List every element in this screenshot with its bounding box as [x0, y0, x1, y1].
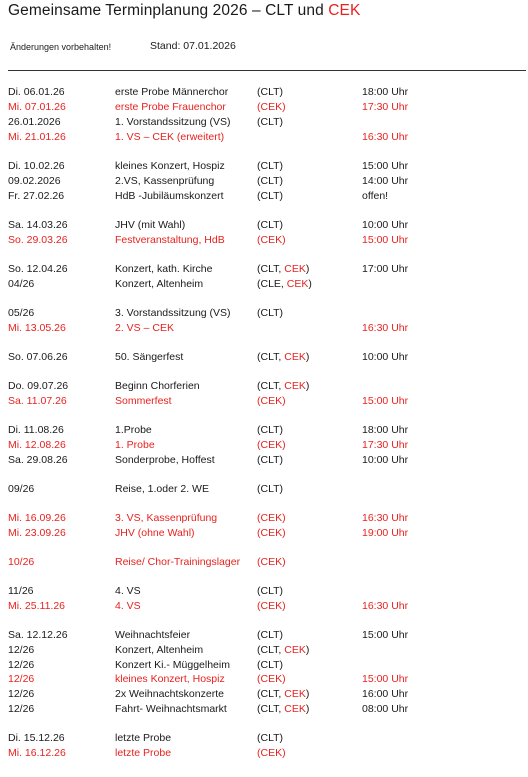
event-time: 10:00 Uhr: [362, 351, 409, 363]
event-title: 3. Vorstandssitzung (VS): [115, 307, 231, 319]
event-time: offen!: [362, 190, 389, 202]
event-time: 18:00 Uhr: [362, 424, 409, 436]
group-clt: (CLE,: [257, 278, 287, 290]
title-cek: CEK: [328, 2, 361, 19]
event-date: 05/26: [8, 307, 35, 319]
event-title: Reise, 1.oder 2. WE: [115, 483, 209, 495]
event-row: [0, 115, 528, 129]
event-title: 4. VS: [115, 585, 141, 597]
event-time: 15:00 Uhr: [362, 673, 409, 685]
event-row: [0, 731, 528, 745]
event-row: [0, 482, 528, 496]
event-row: [0, 687, 528, 701]
event-time: 17:30 Uhr: [362, 101, 409, 113]
event-date: Mi. 16.12.26: [8, 747, 66, 759]
event-date: 12/26: [8, 703, 35, 715]
event-date: 12/26: [8, 688, 35, 700]
event-row: [0, 350, 528, 364]
event-title: Festveranstaltung, HdB: [115, 234, 225, 246]
event-row: [0, 453, 528, 467]
event-group: (CEK): [257, 673, 286, 685]
event-date: Mi. 12.08.26: [8, 439, 66, 451]
group-clt: (CLT,: [257, 644, 285, 656]
event-title: letzte Probe: [115, 732, 172, 744]
event-title: Fahrt- Weihnachtsmarkt: [115, 703, 227, 715]
event-date: Mi. 21.01.26: [8, 131, 66, 143]
event-group: (CEK): [257, 747, 286, 759]
event-row: [0, 599, 528, 613]
event-title: 4. VS: [115, 600, 141, 612]
event-group: (CLT): [257, 629, 284, 641]
event-group: (CLT): [257, 659, 284, 671]
event-date: Mi. 07.01.26: [8, 101, 66, 113]
event-row: [0, 306, 528, 320]
event-date: So. 07.06.26: [8, 351, 68, 363]
event-title: Weihnachtsfeier: [115, 629, 191, 641]
event-title: kleines Konzert, Hospiz: [115, 160, 225, 172]
event-group: (CLT): [257, 116, 284, 128]
event-row: [0, 321, 528, 335]
event-time: 16:30 Uhr: [362, 600, 409, 612]
event-date: 12/26: [8, 659, 35, 671]
group-close: ): [305, 688, 310, 700]
event-group: (CEK): [257, 556, 286, 568]
group-cek: CEK: [284, 644, 306, 656]
event-group: [257, 702, 309, 716]
group-cek: CEK: [284, 703, 306, 715]
group-close: ): [305, 380, 310, 392]
group-cek: CEK: [284, 351, 306, 363]
event-row: [0, 438, 528, 452]
event-row: [0, 85, 528, 99]
event-date: Mi. 25.11.26: [8, 600, 66, 612]
group-clt: (CLT,: [257, 380, 285, 392]
event-title: HdB -Jubiläumskonzert: [115, 190, 224, 202]
event-date: Di. 15.12.26: [8, 732, 65, 744]
event-title: Sommerfest: [115, 395, 172, 407]
event-time: 15:00 Uhr: [362, 629, 409, 641]
event-row: [0, 100, 528, 114]
event-time: 16:00 Uhr: [362, 688, 409, 700]
event-time: 19:00 Uhr: [362, 527, 409, 539]
event-time: 17:00 Uhr: [362, 263, 409, 275]
event-row: [0, 628, 528, 642]
event-title: 1. Vorstandssitzung (VS): [115, 116, 231, 128]
group-cek: CEK: [284, 688, 306, 700]
event-title: Konzert, Altenheim: [115, 644, 204, 656]
group-clt: (CLT,: [257, 351, 285, 363]
group-clt: (CLT,: [257, 703, 285, 715]
event-row: [0, 277, 528, 291]
event-title: erste Probe Männerchor: [115, 86, 229, 98]
title-main: Gemeinsame Terminplanung 2026 – CLT und: [8, 2, 329, 19]
event-row: [0, 672, 528, 686]
event-row: [0, 746, 528, 760]
event-title: erste Probe Frauenchor: [115, 101, 226, 113]
event-time: 18:00 Uhr: [362, 86, 409, 98]
event-group: (CLT): [257, 483, 284, 495]
event-row: [0, 423, 528, 437]
stand-date: Stand: 07.01.2026: [150, 40, 236, 52]
event-row: [0, 218, 528, 232]
event-title: Konzert, Altenheim: [115, 278, 204, 290]
event-date: So. 29.03.26: [8, 234, 68, 246]
group-cek: CEK: [284, 263, 306, 275]
event-row: [0, 189, 528, 203]
event-time: 08:00 Uhr: [362, 703, 409, 715]
event-group: [257, 687, 309, 701]
event-title: JHV (ohne Wahl): [115, 527, 195, 539]
event-row: [0, 394, 528, 408]
event-title: 1.Probe: [115, 424, 152, 436]
event-row: [0, 526, 528, 540]
event-time: 10:00 Uhr: [362, 454, 409, 466]
event-row: [0, 159, 528, 173]
event-group: (CEK): [257, 395, 286, 407]
event-date: 12/26: [8, 673, 35, 685]
event-title: letzte Probe: [115, 747, 172, 759]
event-title: kleines Konzert, Hospiz: [115, 673, 225, 685]
event-time: 16:30 Uhr: [362, 512, 409, 524]
group-close: ): [308, 278, 312, 290]
event-date: Di. 06.01.26: [8, 86, 65, 98]
event-group: (CEK): [257, 234, 286, 246]
event-title: 2x Weihnachtskonzerte: [115, 688, 224, 700]
event-row: [0, 174, 528, 188]
event-title: JHV (mit Wahl): [115, 219, 186, 231]
event-row: [0, 702, 528, 716]
event-date: Sa. 12.12.26: [8, 629, 68, 641]
event-row: [0, 379, 528, 393]
event-date: Do. 09.07.26: [8, 380, 69, 392]
event-row: [0, 658, 528, 672]
event-date: Mi. 23.09.26: [8, 527, 66, 539]
event-title: 3. VS, Kassenprüfung: [115, 512, 218, 524]
event-title: Konzert, kath. Kirche: [115, 263, 213, 275]
event-group: (CLT): [257, 160, 284, 172]
event-date: Di. 10.02.26: [8, 160, 65, 172]
group-cek: CEK: [286, 278, 309, 290]
event-group: (CLT): [257, 585, 284, 597]
event-row: [0, 511, 528, 525]
event-group: (CLT): [257, 307, 284, 319]
event-title: Reise/ Chor-Trainingslager: [115, 556, 241, 568]
event-date: Di. 11.08.26: [8, 424, 64, 436]
event-group: (CLT): [257, 190, 284, 202]
event-title: Sonderprobe, Hoffest: [115, 454, 215, 466]
event-row: [0, 262, 528, 276]
event-group: (CEK): [257, 527, 286, 539]
event-time: 15:00 Uhr: [362, 160, 409, 172]
event-group: (CLT): [257, 175, 284, 187]
event-group: (CLT): [257, 424, 284, 436]
disclaimer-note: Änderungen vorbehalten!: [10, 42, 112, 52]
group-cek: CEK: [284, 380, 306, 392]
event-group: (CEK): [257, 600, 286, 612]
event-group: [257, 379, 309, 393]
event-group: [257, 262, 309, 276]
event-title: 1. VS – CEK (erweitert): [115, 131, 225, 143]
event-title: 2.VS, Kassenprüfung: [115, 175, 215, 187]
group-close: ): [305, 263, 310, 275]
event-date: Sa. 14.03.26: [8, 219, 68, 231]
event-date: 11/26: [8, 585, 34, 597]
event-time: 16:30 Uhr: [362, 131, 409, 143]
event-time: 14:00 Uhr: [362, 175, 409, 187]
event-title: Konzert Ki.- Müggelheim: [115, 659, 230, 671]
event-row: [0, 233, 528, 247]
event-group: (CLT): [257, 86, 284, 98]
event-date: Fr. 27.02.26: [8, 190, 65, 202]
event-group: (CEK): [257, 101, 286, 113]
event-group: (CLT): [257, 219, 284, 231]
event-title: 2. VS – CEK: [115, 322, 174, 334]
event-time: 15:00 Uhr: [362, 395, 409, 407]
event-date: 26.01.2026: [8, 116, 61, 128]
event-date: Mi. 16.09.26: [8, 512, 66, 524]
event-row: [0, 643, 528, 657]
group-clt: (CLT,: [257, 263, 285, 275]
group-close: ): [305, 703, 310, 715]
event-group: (CLT): [257, 454, 284, 466]
event-row: [0, 130, 528, 144]
event-date: So. 12.04.26: [8, 263, 68, 275]
event-date: 09/26: [8, 483, 35, 495]
event-title: 1. Probe: [115, 439, 155, 451]
event-date: 09.02.2026: [8, 175, 61, 187]
event-group: [257, 277, 312, 291]
event-date: 04/26: [8, 278, 35, 290]
event-title: 50. Sängerfest: [115, 351, 184, 363]
event-date: Sa. 11.07.26: [8, 395, 67, 407]
group-close: ): [305, 351, 310, 363]
event-time: 17:30 Uhr: [362, 439, 409, 451]
group-clt: (CLT,: [257, 688, 285, 700]
event-group: (CEK): [257, 439, 286, 451]
event-group: [257, 643, 309, 657]
event-date: Sa. 29.08.26: [8, 454, 68, 466]
event-group: [257, 350, 309, 364]
event-time: 16:30 Uhr: [362, 322, 409, 334]
group-close: ): [305, 644, 310, 656]
event-title: Beginn Chorferien: [115, 380, 200, 392]
event-time: 10:00 Uhr: [362, 219, 409, 231]
event-date: 12/26: [8, 644, 35, 656]
event-date: 10/26: [8, 556, 35, 568]
event-group: (CEK): [257, 512, 286, 524]
event-row: [0, 555, 528, 569]
event-date: Mi. 13.05.26: [8, 322, 66, 334]
event-row: [0, 584, 528, 598]
event-time: 15:00 Uhr: [362, 234, 409, 246]
event-group: (CLT): [257, 732, 284, 744]
